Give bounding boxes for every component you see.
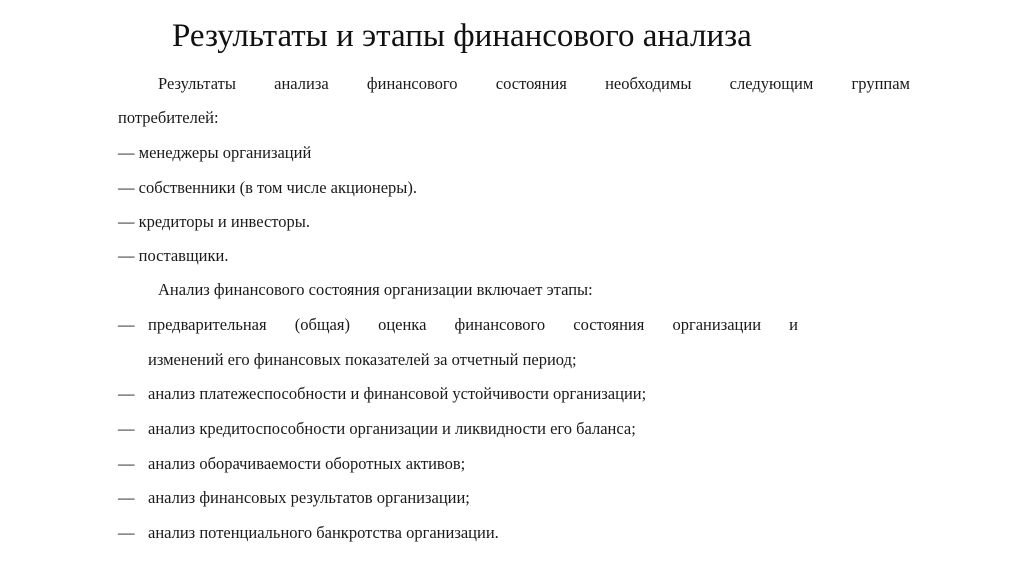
intro-word: необходимы bbox=[605, 74, 692, 93]
stage-item bbox=[118, 419, 636, 439]
stage-continuation: изменений его финансовых показателей за отчетный период; bbox=[148, 350, 577, 369]
stage-item bbox=[118, 523, 499, 543]
dash-icon: — bbox=[118, 488, 135, 507]
stage-text: анализ платежеспособности и финансовой устойчивости организации; bbox=[148, 384, 647, 403]
stage-word: оценка bbox=[378, 315, 427, 334]
consumer-item: — кредиторы и инвесторы. bbox=[118, 212, 310, 231]
intro-word: финансового bbox=[366, 74, 458, 93]
stage-word: состояния bbox=[573, 315, 645, 334]
intro-line bbox=[158, 74, 910, 94]
stages-intro: Анализ финансового состояния организации включает этапы: bbox=[158, 280, 593, 299]
dash-icon: — bbox=[118, 384, 135, 403]
stage-text: анализ оборачиваемости оборотных активов; bbox=[148, 454, 466, 473]
intro-continuation: потребителей: bbox=[118, 108, 219, 127]
stage-word: и bbox=[789, 315, 798, 334]
stage-text: анализ потенциального банкротства организации. bbox=[148, 523, 499, 542]
stage-text: анализ финансовых результатов организации; bbox=[148, 488, 470, 507]
intro-word: анализа bbox=[274, 74, 329, 93]
intro-word: Результаты bbox=[158, 74, 236, 93]
stage-item bbox=[118, 384, 646, 404]
stage-word: финансового bbox=[454, 315, 546, 334]
consumer-item: — менеджеры организаций bbox=[118, 143, 312, 162]
dash-icon: — bbox=[118, 419, 135, 438]
stage-text: анализ кредитоспособности организации и ликвидности его баланса; bbox=[148, 419, 636, 438]
dash-icon: — bbox=[118, 523, 135, 542]
consumer-item: — поставщики. bbox=[118, 246, 229, 265]
page-title: Результаты и этапы финансового анализа bbox=[172, 18, 752, 54]
stage-word: (общая) bbox=[294, 315, 350, 334]
dash-icon: — bbox=[118, 454, 135, 473]
stage-item bbox=[118, 488, 470, 508]
intro-word: группам bbox=[851, 74, 910, 93]
stage-item bbox=[118, 454, 465, 474]
stage-dash bbox=[118, 315, 135, 335]
stage-line bbox=[148, 315, 798, 335]
dash-icon: — bbox=[118, 315, 135, 334]
stage-word: предварительная bbox=[148, 315, 267, 334]
intro-word: состояния bbox=[495, 74, 567, 93]
intro-word: следующим bbox=[729, 74, 814, 93]
stage-word: организации bbox=[672, 315, 762, 334]
consumer-item: — собственники (в том числе акционеры). bbox=[118, 178, 418, 197]
